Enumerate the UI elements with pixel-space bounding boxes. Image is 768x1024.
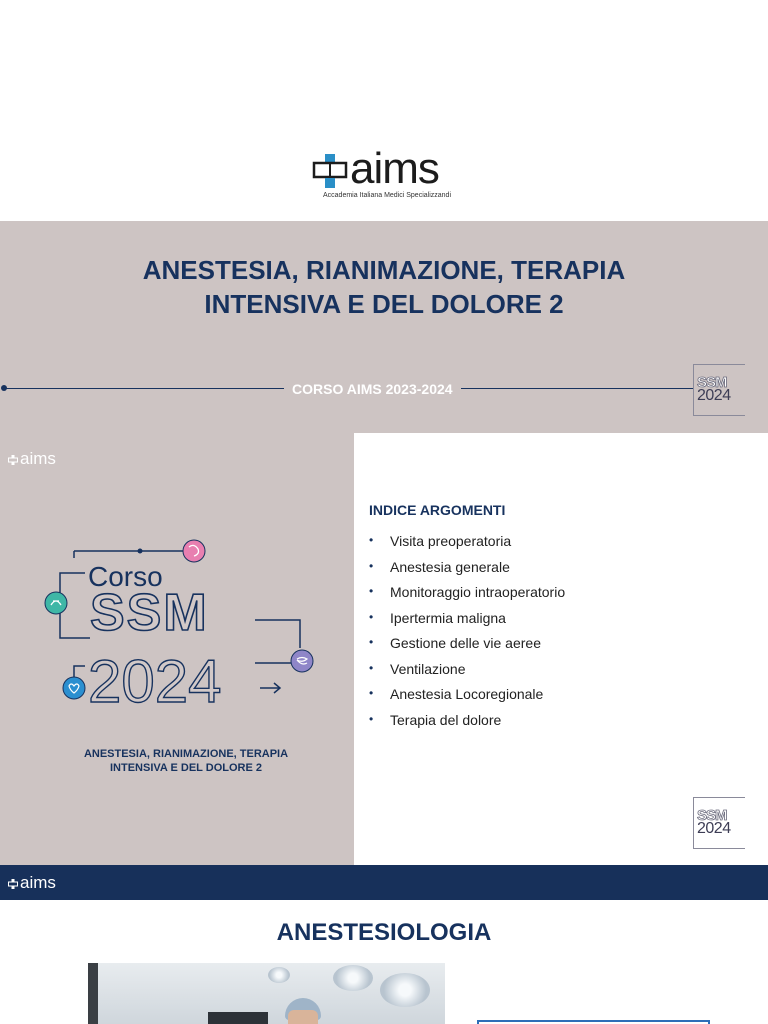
list-item [369,533,565,559]
slide-caption [60,747,312,775]
mini-logo [8,873,56,893]
mini-brand: aims [20,449,56,468]
list-item [369,559,565,585]
bullet-icon: • [369,584,374,598]
book-cross-icon [8,455,18,465]
topic-label: Anestesia generale [390,558,510,575]
bullet-icon: • [369,558,374,573]
course-label: CORSO AIMS 2023-2024 [284,381,461,397]
title-line-2: INTENSIVA E DEL DOLORE 2 [204,289,564,319]
ssm-word: SSM [90,584,209,642]
stomach-icon [183,540,205,562]
operating-room-photo [88,963,445,1024]
topic-label: Ipertermia maligna [390,609,506,626]
section-header-bar [0,865,768,900]
bullet-icon: • [369,609,374,624]
index-slide-left [0,433,354,865]
brand-tagline: Accademia Italiana Medici Specializzandi [322,192,451,199]
connector-line [255,620,300,648]
caption-line-2: INTENSIVA E DEL DOLORE 2 [110,762,262,774]
surgical-lamp [333,965,373,991]
book-cross-icon [312,154,348,190]
topic-label: Ventilazione [390,660,466,677]
topic-label: Visita preoperatoria [390,533,512,549]
connector-line [74,551,185,558]
bullet-icon: • [369,711,374,726]
section-title: ANESTESIOLOGIA [276,919,492,946]
corso-word: Corso [88,561,163,592]
mini-brand: aims [20,873,56,892]
badge-year: 2024 [697,387,731,404]
topic-label: Terapia del dolore [390,711,502,728]
surgical-lamp [380,973,430,1007]
arrow-icon [260,683,280,693]
surgeon-face [288,1010,318,1024]
content-box [477,1020,710,1024]
index-heading: INDICE ARGOMENTI [369,502,506,518]
ssm-badge [693,364,745,416]
title-slide [0,221,768,433]
topic-label: Monitoraggio intraoperatorio [390,584,566,600]
topic-label: Anestesia Locoregionale [390,686,544,702]
bullet-icon: • [369,533,374,547]
corso-ssm-2024-graphic [40,538,330,718]
connector-node [138,549,143,554]
heart-icon [63,677,85,699]
title-line-1: ANESTESIA, RIANIMAZIONE, TERAPIA [142,255,626,285]
year-word: 2024 [88,648,222,715]
bullet-icon: • [369,686,374,700]
topic-label: Gestione delle vie aeree [390,635,541,651]
badge-ssm: SSM [697,807,727,824]
caption-line-1: ANESTESIA, RIANIMAZIONE, TERAPIA [83,748,289,760]
list-item [369,712,565,738]
bullet-icon: • [369,635,374,649]
photo-edge [88,963,98,1024]
list-item [369,686,565,712]
book-cross-icon [8,879,18,889]
slide-title [40,253,728,321]
list-item [369,584,565,610]
ssm-badge [693,797,745,849]
list-item [369,661,565,687]
section-slide [0,900,768,1024]
surgical-lamp [268,967,290,983]
bullet-icon: • [369,660,374,675]
header-logo-area [0,0,768,221]
brand-name: aims [350,144,439,193]
list-item [369,610,565,636]
lungs-icon [45,592,67,614]
badge-year: 2024 [697,820,731,837]
topic-list [369,533,565,737]
badge-ssm: SSM [697,374,727,391]
aims-logo [312,144,472,202]
list-item [369,635,565,661]
photo-window [208,1012,268,1024]
mini-logo [8,449,56,469]
index-slide-right [354,433,768,865]
